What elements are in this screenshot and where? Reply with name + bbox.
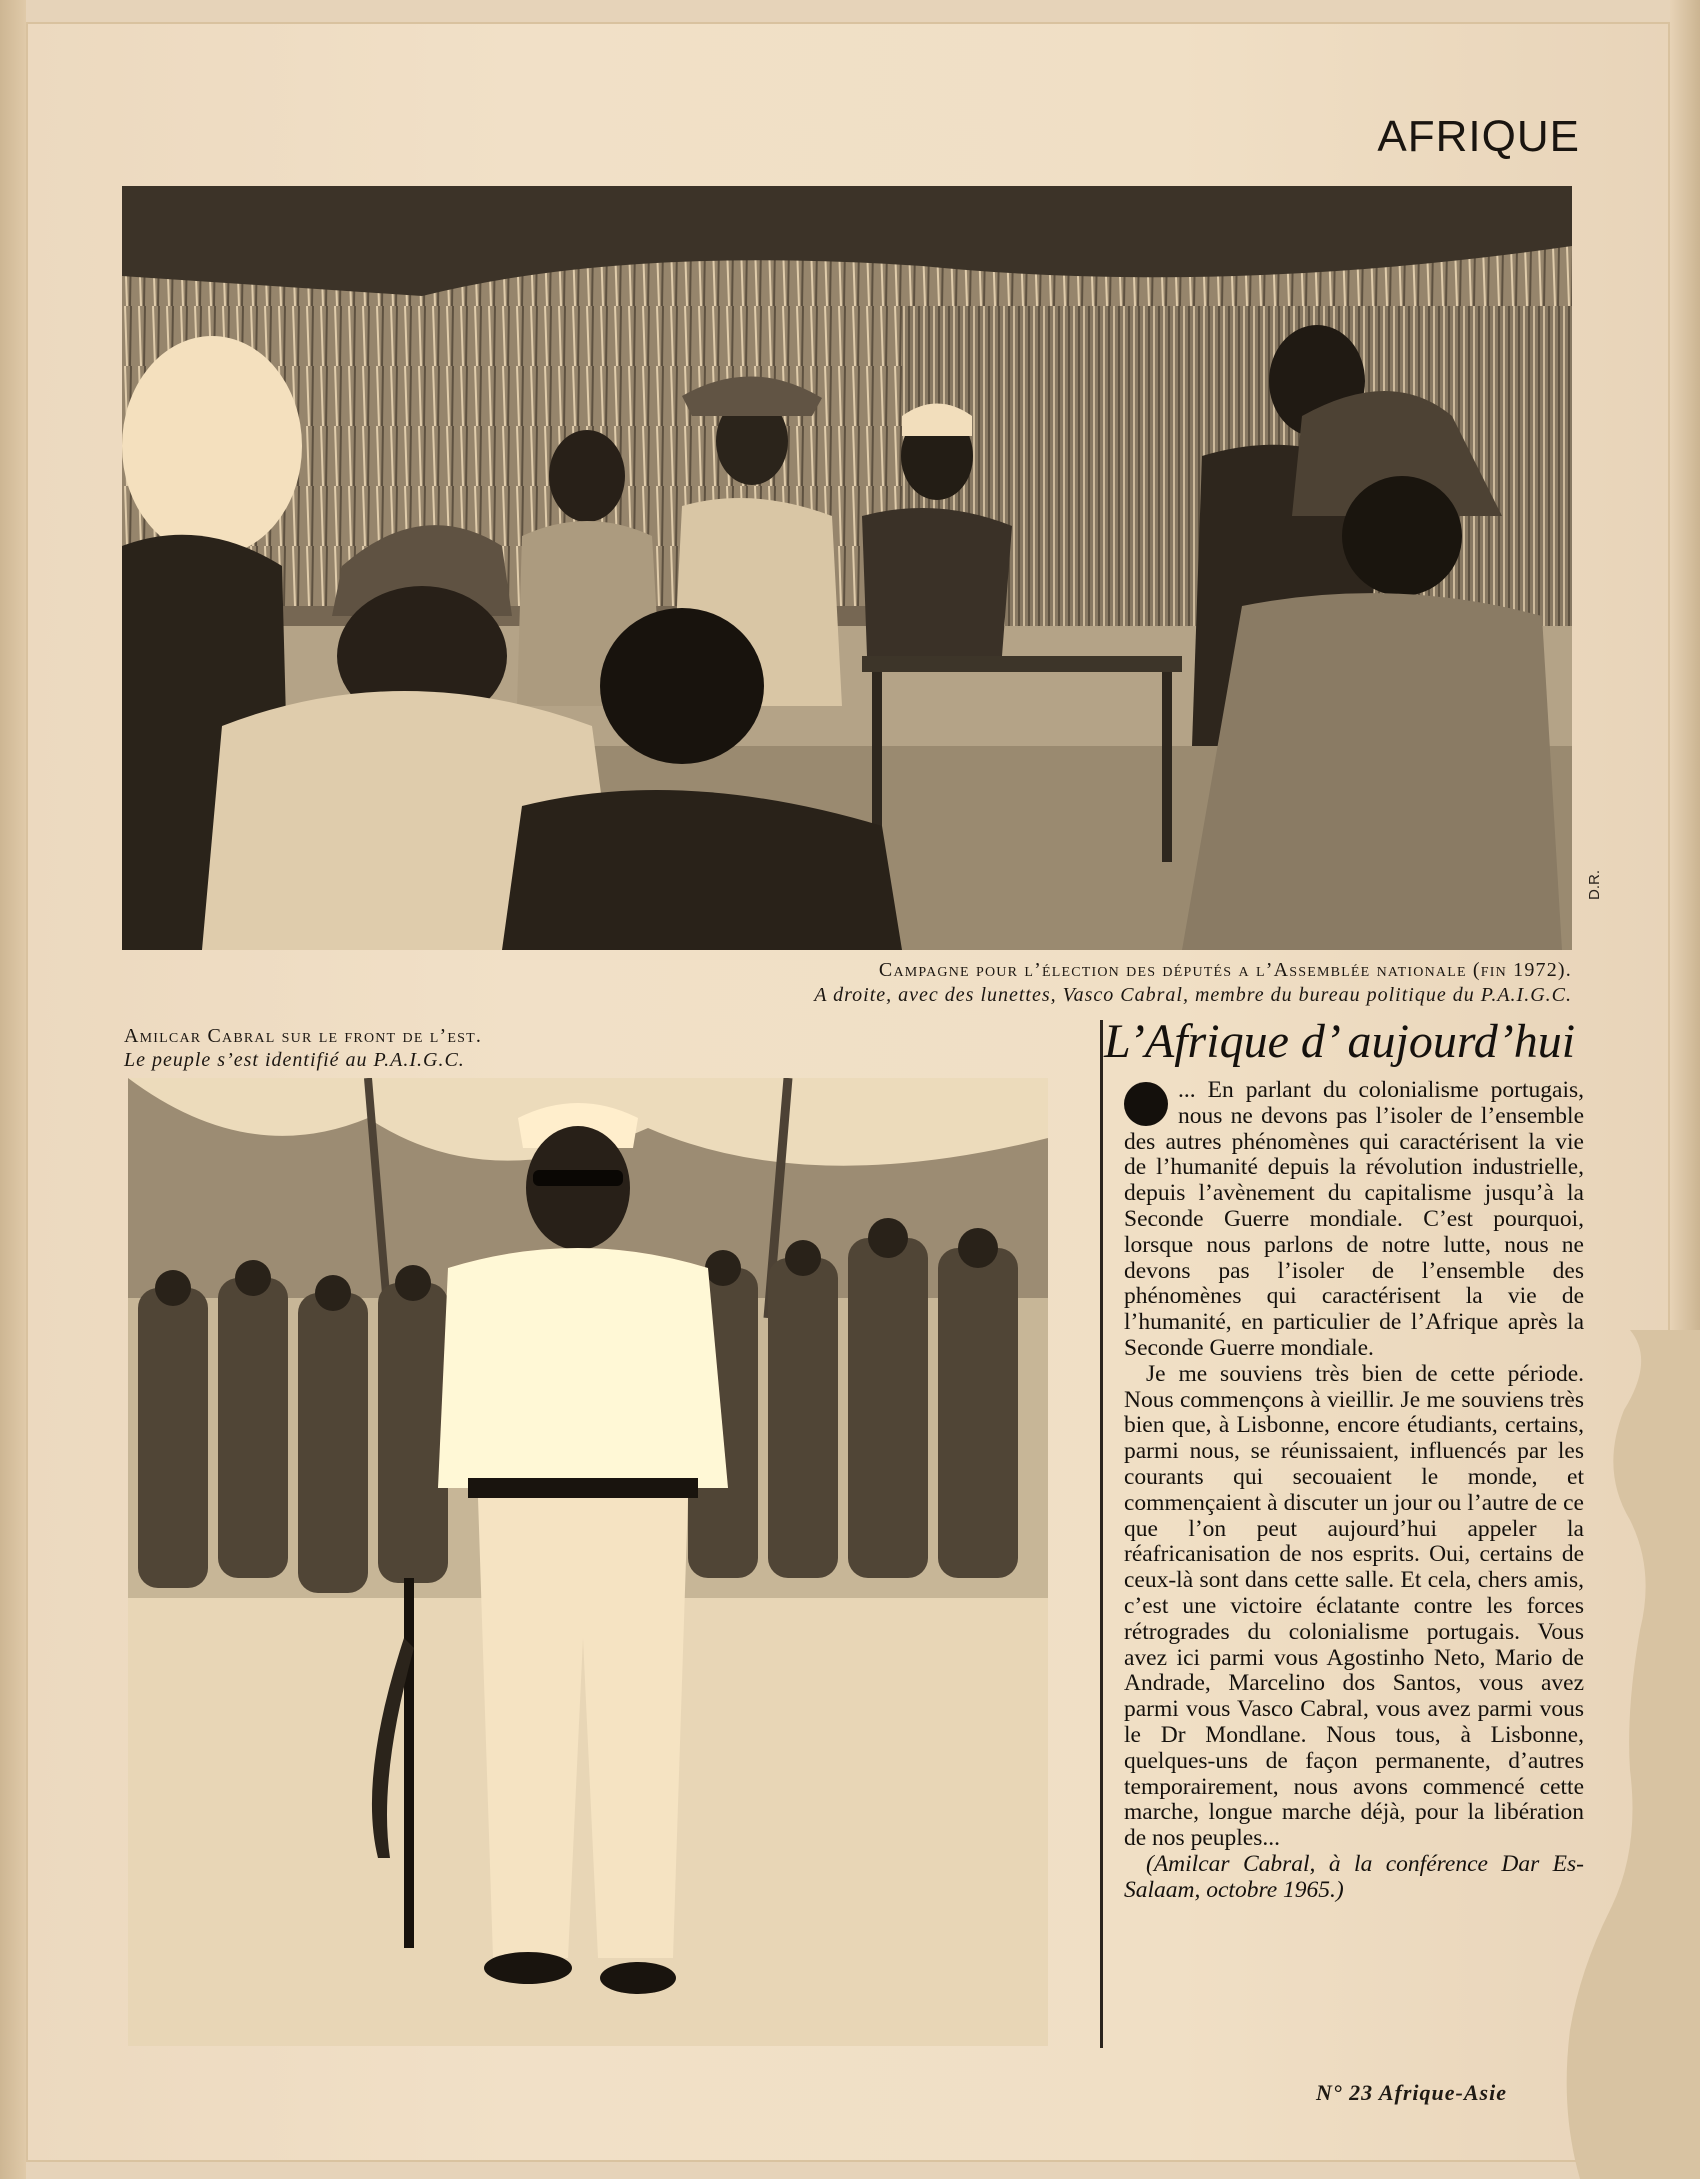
bullet-icon [1124, 1082, 1168, 1126]
photo-cabral-front [128, 1078, 1048, 2046]
page-binding-edge [0, 0, 26, 2179]
photo-bottom-caption-line2: Le peuple s’est identifié au P.A.I.G.C. [124, 1049, 465, 1071]
photo-top-caption-line1: Campagne pour l’élection des députés a l’Assemblée nationale (fin 1972). [878, 959, 1572, 981]
article-paragraph-2: Je me souviens très bien de cette période. Nous commençons à vieillir. Je me souviens très bien que, à Lisbonne, encore étudiants, certains, parmi nous, se réunissaient, influencés par les courants qui secouaient le monde, et commençaient à discuter un jour ou l’autre de ce que l’on peut aujourd’hui appeler la réafricanisation de nos esprits. Oui, certains de ceux-là sont dans cette salle. Et cela, chers amis, c’est une victoire éclatante contre les forces rétrogrades du colonialisme portugais. Vous avez ici parmi vous Agostinho Neto, Mario de Andrade, Marcelino dos Santos, vous avez parmi vous Vasco Cabral, vous avez parmi vous le Dr Mondlane. Nous tous, à Lisbonne, quelques-uns de façon permanente, d’autres temporairement, nous avons commencé cette marche, longue marche déjà, pour la libération de nos peuples... [1124, 1360, 1584, 1852]
article-body [1124, 1078, 1584, 1904]
section-label: AFRIQUE [1377, 112, 1580, 161]
photo-credit: D.R. [1586, 870, 1603, 900]
article-divider [1100, 1020, 1103, 2048]
magazine-name: Afrique-Asie [1378, 2080, 1507, 2105]
article-paragraph-1 [1124, 1078, 1584, 1362]
page-footer [1316, 2080, 1507, 2106]
photo-bottom-caption [124, 1024, 584, 1072]
photo-top-caption-line2: A droite, avec des lunettes, Vasco Cabral, membre du bureau politique du P.A.I.G.C. [814, 984, 1572, 1006]
article-title: L’Afrique d’ aujourd’hui [1104, 1015, 1576, 1068]
photo-election-campaign [122, 186, 1572, 950]
photo-top-caption [560, 958, 1572, 1008]
photo-bottom-caption-line1: Amilcar Cabral sur le front de l’est. [124, 1025, 483, 1047]
torn-edge [1560, 1330, 1700, 2179]
issue-number: N° 23 [1316, 2080, 1374, 2105]
article-paragraph-1-text: ... En parlant du colonialisme portugais, nous ne devons pas l’isoler de l’ensemble des autres phénomènes qui caractérisent la vie de l’humanité depuis la révolution industrielle, depuis l’avènement du capitalisme jusqu’à la Seconde Guerre mondiale. C’est pourquoi, lorsque nous parlons de notre lutte, nous ne devons pas l’isoler de l’ensemble des phénomènes qui caractérisent la vie de l’humanité, en particulier de l’Afrique après la Seconde Guerre mondiale. [1124, 1077, 1584, 1361]
article-signature: (Amilcar Cabral, à la conférence Dar Es-Salaam, octobre 1965.) [1124, 1850, 1584, 1903]
